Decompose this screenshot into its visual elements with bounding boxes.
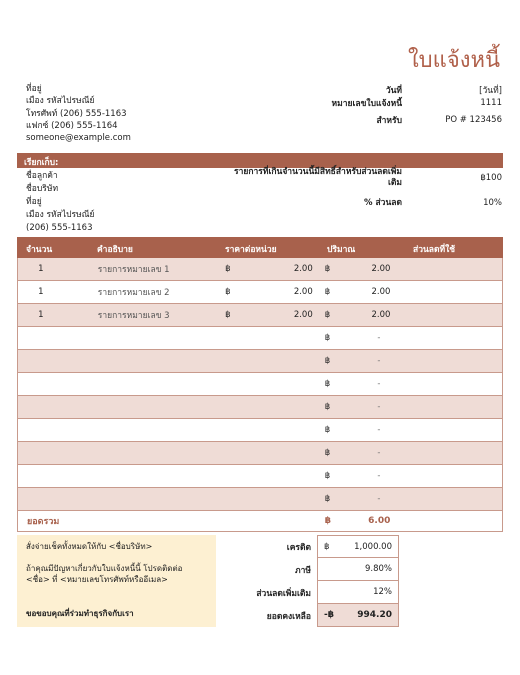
table-row — [17, 488, 503, 511]
meta-label: หมายเลขใบแจ้งหนี้ — [331, 98, 402, 109]
header-amount: ปริมาณ — [327, 245, 356, 255]
company-line: โทรศัพท์ (206) 555-1163 — [26, 108, 127, 119]
amount-dash: - — [377, 471, 381, 481]
company-line: แฟกซ์ (206) 555-1164 — [26, 120, 118, 131]
discount-threshold-value: ฿100 — [480, 173, 502, 183]
meta-invoice-number — [262, 96, 502, 109]
credit-value: 1,000.00 — [354, 541, 392, 552]
billto-line: ที่อยู่ — [26, 197, 42, 207]
discount-threshold-row — [222, 167, 502, 189]
company-line: เมือง รหัสไปรษณีย์ — [26, 96, 95, 107]
row-amount — [325, 402, 413, 412]
amount-dash: - — [377, 494, 381, 504]
row-qty: 1 — [38, 264, 44, 274]
payment-note — [17, 535, 216, 627]
meta-value: [วันที่] — [479, 85, 502, 96]
row-amount — [325, 310, 413, 320]
billto-line: (206) 555-1163 — [26, 223, 93, 233]
credit-box — [317, 535, 399, 558]
table-header — [17, 237, 503, 258]
row-amount — [325, 494, 413, 504]
billto-line: ชื่อลูกค้า — [26, 171, 58, 181]
header-unit-price: ราคาต่อหน่วย — [225, 245, 277, 255]
row-unit-price — [225, 287, 325, 297]
company-line: someone@example.com — [26, 133, 131, 144]
discount-threshold-label: รายการที่เกินจำนวนนี้มีสิทธิ์สำหรับส่วนลดเพิ่มเติม — [234, 167, 402, 188]
row-amount — [325, 264, 413, 274]
meta-value: 1111 — [480, 97, 502, 108]
extra-discount-row — [235, 581, 503, 604]
amount-dash: - — [377, 402, 381, 412]
amount-dash: - — [377, 379, 381, 389]
amount-value: 2.00 — [371, 310, 391, 320]
discount-info — [222, 167, 502, 209]
row-amount — [325, 379, 413, 389]
currency-symbol: ฿ — [324, 541, 330, 552]
amount-dash: - — [377, 356, 381, 366]
meta-for — [262, 113, 502, 126]
currency-symbol: ฿ — [324, 287, 331, 297]
currency-symbol: ฿ — [324, 448, 331, 458]
table-row — [17, 350, 503, 373]
invoice-title: ใบแจ้งหนี้ — [407, 48, 500, 73]
summary-section — [17, 535, 503, 627]
table-row — [17, 396, 503, 419]
tax-label: ภาษี — [295, 565, 311, 576]
tax-row — [235, 558, 503, 581]
line-items-table — [17, 237, 503, 532]
unit-price-value: 2.00 — [293, 264, 313, 274]
meta-date — [262, 83, 502, 96]
meta-value: PO # 123456 — [445, 114, 502, 125]
table-row — [17, 281, 503, 304]
currency-symbol: ฿ — [324, 494, 331, 504]
amount-value: 2.00 — [371, 287, 391, 297]
row-qty: 1 — [38, 310, 44, 320]
balance-label: ยอดคงเหลือ — [266, 611, 311, 622]
summary-rows — [235, 535, 503, 627]
note-line: ถ้าคุณมีปัญหาเกี่ยวกับใบแจ้งหนี้นี้ โปรดติดต่อ <ชื่อ> ที่ <หมายเลขโทรศัพท์หรืออีเมล> — [26, 564, 183, 584]
amount-dash: - — [377, 448, 381, 458]
row-unit-price — [225, 264, 325, 274]
company-line: ที่อยู่ — [26, 84, 42, 94]
table-row — [17, 327, 503, 350]
currency-symbol: ฿ — [324, 264, 331, 274]
discount-percent-label: % ส่วนลด — [364, 198, 402, 208]
billto-block — [26, 170, 95, 235]
currency-symbol: ฿ — [324, 425, 331, 435]
discount-percent-value: 10% — [483, 198, 502, 208]
row-description: รายการหมายเลข 1 — [97, 265, 170, 275]
credit-label: เครดิต — [286, 542, 311, 553]
currency-symbol: ฿ — [324, 333, 331, 343]
currency-symbol: ฿ — [225, 310, 231, 320]
row-amount — [325, 356, 413, 366]
currency-symbol: ฿ — [324, 516, 331, 526]
currency-symbol: ฿ — [324, 402, 331, 412]
balance-row — [235, 604, 503, 627]
total-row — [17, 511, 503, 532]
extra-discount-value: 12% — [317, 581, 399, 604]
row-amount — [325, 425, 413, 435]
header-qty: จำนวน — [26, 245, 53, 255]
currency-symbol: ฿ — [324, 379, 331, 389]
table-row — [17, 258, 503, 281]
row-amount — [325, 333, 413, 343]
currency-symbol: ฿ — [324, 356, 331, 366]
currency-symbol: ฿ — [225, 264, 231, 274]
billto-line: เมือง รหัสไปรษณีย์ — [26, 210, 95, 220]
extra-discount-label: ส่วนลดเพิ่มเติม — [256, 588, 311, 599]
invoice-meta — [262, 83, 502, 126]
billto-line: ชื่อบริษัท — [26, 184, 59, 194]
thanks-text: ขอขอบคุณที่ร่วมทำธุรกิจกับเรา — [26, 609, 134, 618]
total-label: ยอดรวม — [27, 517, 60, 527]
row-amount — [325, 287, 413, 297]
header-discount: ส่วนลดที่ใช้ — [413, 245, 456, 255]
unit-price-value: 2.00 — [293, 287, 313, 297]
unit-price-value: 2.00 — [293, 310, 313, 320]
table-row — [17, 419, 503, 442]
total-amount — [325, 516, 413, 526]
header-description: คำอธิบาย — [97, 245, 133, 255]
credit-row — [235, 535, 503, 558]
table-row — [17, 442, 503, 465]
balance-prefix: -฿ — [324, 610, 334, 620]
discount-percent-row — [222, 198, 502, 209]
note-line: สั่งจ่ายเช็คทั้งหมดให้กับ <ชื่อบริษัท> — [26, 542, 153, 551]
meta-label: สำหรับ — [376, 115, 402, 126]
amount-dash: - — [377, 425, 381, 435]
tax-value: 9.80% — [317, 558, 399, 581]
currency-symbol: ฿ — [324, 471, 331, 481]
table-row — [17, 304, 503, 327]
billto-header: เรียกเก็บ: — [17, 153, 503, 168]
row-unit-price — [225, 310, 325, 320]
total-value: 6.00 — [368, 516, 391, 526]
row-description: รายการหมายเลข 3 — [97, 311, 170, 321]
balance-value: 994.20 — [357, 610, 392, 620]
meta-label: วันที่ — [385, 85, 402, 96]
table-row — [17, 465, 503, 488]
company-address — [26, 83, 131, 144]
row-qty: 1 — [38, 287, 44, 297]
amount-value: 2.00 — [371, 264, 391, 274]
currency-symbol: ฿ — [225, 287, 231, 297]
row-amount — [325, 471, 413, 481]
balance-box — [317, 604, 399, 627]
row-amount — [325, 448, 413, 458]
amount-dash: - — [377, 333, 381, 343]
row-description: รายการหมายเลข 2 — [97, 288, 170, 298]
table-row — [17, 373, 503, 396]
currency-symbol: ฿ — [324, 310, 331, 320]
